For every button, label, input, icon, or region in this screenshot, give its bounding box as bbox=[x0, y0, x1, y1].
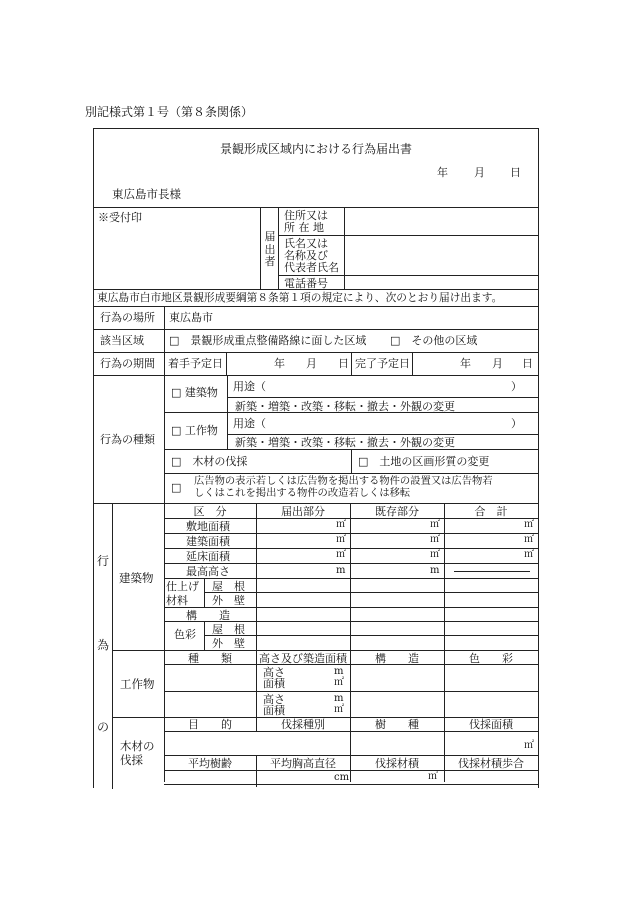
logging-table-label-2: 伐採 bbox=[120, 753, 143, 767]
bt-unit: ㎡ bbox=[430, 549, 440, 560]
lt-header-volume-ratio: 伐採材積歩合 bbox=[458, 757, 524, 770]
structure-change-types: 新築・増築・改築・移転・撤去・外観の変更 bbox=[235, 436, 455, 449]
bt-unit-m: m bbox=[336, 565, 346, 576]
building-change-types: 新築・増築・改築・移転・撤去・外観の変更 bbox=[235, 400, 455, 413]
location-label: 行為の場所 bbox=[100, 311, 155, 324]
zone-option-2[interactable]: □ その他の区域 bbox=[390, 334, 478, 347]
start-month: 月 bbox=[306, 357, 317, 370]
end-day: 日 bbox=[522, 357, 533, 370]
phone-label: 電話番号 bbox=[284, 277, 328, 290]
bt-color-roof-label: 屋 根 bbox=[212, 623, 245, 636]
location-value: 東広島市 bbox=[169, 311, 213, 324]
st-header-structure: 構 造 bbox=[375, 652, 419, 665]
name-label-2: 名称及び bbox=[284, 249, 328, 262]
end-year: 年 bbox=[460, 357, 471, 370]
detail-side-label-b: 為 bbox=[97, 638, 110, 652]
building-checkbox[interactable]: □ 建築物 bbox=[171, 386, 218, 399]
lt-header-volume: 伐採材積 bbox=[375, 757, 419, 770]
zone-label: 該当区域 bbox=[100, 334, 144, 347]
bt-header-notified: 届出部分 bbox=[281, 505, 325, 518]
date-month: 月 bbox=[474, 166, 485, 179]
applicant-label: 届出者 bbox=[264, 230, 276, 269]
st-header-color: 色 彩 bbox=[469, 652, 513, 665]
bt-unit: ㎡ bbox=[430, 534, 440, 545]
notification-form bbox=[93, 128, 539, 788]
bt-unit: ㎡ bbox=[524, 519, 534, 530]
end-month: 月 bbox=[492, 357, 503, 370]
lt-unit-area: ㎡ bbox=[524, 740, 534, 751]
bt-header-total: 合 計 bbox=[474, 505, 508, 518]
address-label-2: 所 在 地 bbox=[284, 221, 324, 234]
bt-color-label: 色彩 bbox=[174, 628, 196, 641]
bt-row-max-height: 最高高さ bbox=[186, 565, 230, 578]
bt-structure-label: 構 造 bbox=[186, 609, 230, 622]
lt-header-avg-age: 平均樹齢 bbox=[188, 757, 232, 770]
building-usage-label: 用途（ bbox=[233, 380, 266, 393]
detail-side-label-a: 行 bbox=[97, 554, 110, 568]
bt-unit: ㎡ bbox=[524, 549, 534, 560]
bt-wall-label: 外 壁 bbox=[212, 594, 245, 607]
bt-unit: ㎡ bbox=[336, 549, 346, 560]
lt-header-area: 伐採面積 bbox=[469, 718, 513, 731]
form-title: 景観形成区域内における行為届出書 bbox=[219, 142, 412, 156]
st-unit-area: ㎡ bbox=[334, 677, 344, 688]
bt-row-building-area: 建築面積 bbox=[186, 535, 230, 548]
land-change-checkbox[interactable]: □ 土地の区画形質の変更 bbox=[358, 455, 490, 468]
bt-finish-label-1: 仕上げ bbox=[166, 580, 199, 593]
date-year: 年 bbox=[437, 166, 448, 179]
bt-unit: ㎡ bbox=[430, 519, 440, 530]
st-unit-area: ㎡ bbox=[334, 704, 344, 715]
st-unit-m: m bbox=[334, 693, 344, 704]
st-header-height-area: 高さ及び築造面積 bbox=[259, 652, 347, 665]
bt-unit: ㎡ bbox=[336, 519, 346, 530]
start-day: 日 bbox=[338, 357, 349, 370]
st-header-type: 種 類 bbox=[188, 652, 232, 665]
st-area-label: 面積 bbox=[263, 677, 285, 690]
receipt-stamp-label: ※受付印 bbox=[98, 211, 142, 224]
act-type-label: 行為の種類 bbox=[100, 433, 155, 446]
logging-checkbox[interactable]: □ 木材の伐採 bbox=[171, 455, 248, 468]
lt-unit-volume: ㎥ bbox=[428, 771, 438, 782]
lt-header-type: 伐採種別 bbox=[281, 718, 325, 731]
logging-table-label-1: 木材の bbox=[120, 739, 155, 753]
structure-table-label: 工作物 bbox=[120, 677, 155, 691]
building-usage-close: ） bbox=[511, 380, 522, 393]
lt-header-species: 樹 種 bbox=[375, 718, 419, 731]
start-date-label: 着手予定日 bbox=[168, 357, 223, 370]
bt-unit: ㎡ bbox=[524, 534, 534, 545]
bt-finish-label-2: 材料 bbox=[166, 594, 188, 607]
lt-header-purpose: 目 的 bbox=[188, 718, 232, 731]
signage-text-2: しくはこれを掲出する物件の改造若しくは移転 bbox=[194, 487, 411, 499]
signage-checkbox[interactable]: □ bbox=[171, 481, 182, 494]
bt-header-category: 区 分 bbox=[193, 505, 227, 518]
st-unit-m: m bbox=[334, 666, 344, 677]
form-number-label: 別記様式第１号（第８条関係） bbox=[85, 105, 254, 119]
lt-header-avg-diameter: 平均胸高直径 bbox=[270, 757, 336, 770]
signage-text-1: 広告物の表示若しくは広告物を掲出する物件の設置又は広告物若 bbox=[194, 475, 493, 487]
statement: 東広島市白市地区景観形成要綱第８条第１項の規定により、次のとおり届け出ます。 bbox=[97, 291, 503, 304]
detail-side-label-c: の bbox=[97, 720, 110, 734]
building-table-label: 建築物 bbox=[119, 571, 154, 585]
period-label: 行為の期間 bbox=[100, 357, 155, 370]
st-area-label: 面積 bbox=[263, 704, 285, 717]
structure-usage-close: ） bbox=[511, 417, 522, 430]
structure-usage-label: 用途（ bbox=[233, 417, 266, 430]
bt-color-wall-label: 外 壁 bbox=[212, 637, 245, 650]
bt-roof-label: 屋 根 bbox=[212, 580, 245, 593]
addressee: 東広島市長様 bbox=[112, 187, 181, 201]
bt-header-existing: 既存部分 bbox=[375, 505, 419, 518]
name-label-1: 氏名又は bbox=[284, 237, 328, 250]
end-date-label: 完了予定日 bbox=[355, 357, 410, 370]
date-day: 日 bbox=[510, 166, 521, 179]
st-height-label: 高さ bbox=[263, 666, 285, 679]
lt-unit-cm: cm bbox=[334, 772, 350, 783]
bt-unit-m: m bbox=[430, 565, 440, 576]
name-label-3: 代表者氏名 bbox=[284, 261, 339, 274]
st-height-label: 高さ bbox=[263, 693, 285, 706]
bt-unit: ㎡ bbox=[336, 534, 346, 545]
structure-checkbox[interactable]: □ 工作物 bbox=[171, 424, 218, 437]
zone-option-1[interactable]: □ 景観形成重点整備路線に面した区域 bbox=[169, 334, 367, 347]
bt-row-floor-area: 延床面積 bbox=[186, 550, 230, 563]
address-label-1: 住所又は bbox=[284, 209, 328, 222]
start-year: 年 bbox=[274, 357, 285, 370]
bt-row-site-area: 敷地面積 bbox=[186, 520, 230, 533]
